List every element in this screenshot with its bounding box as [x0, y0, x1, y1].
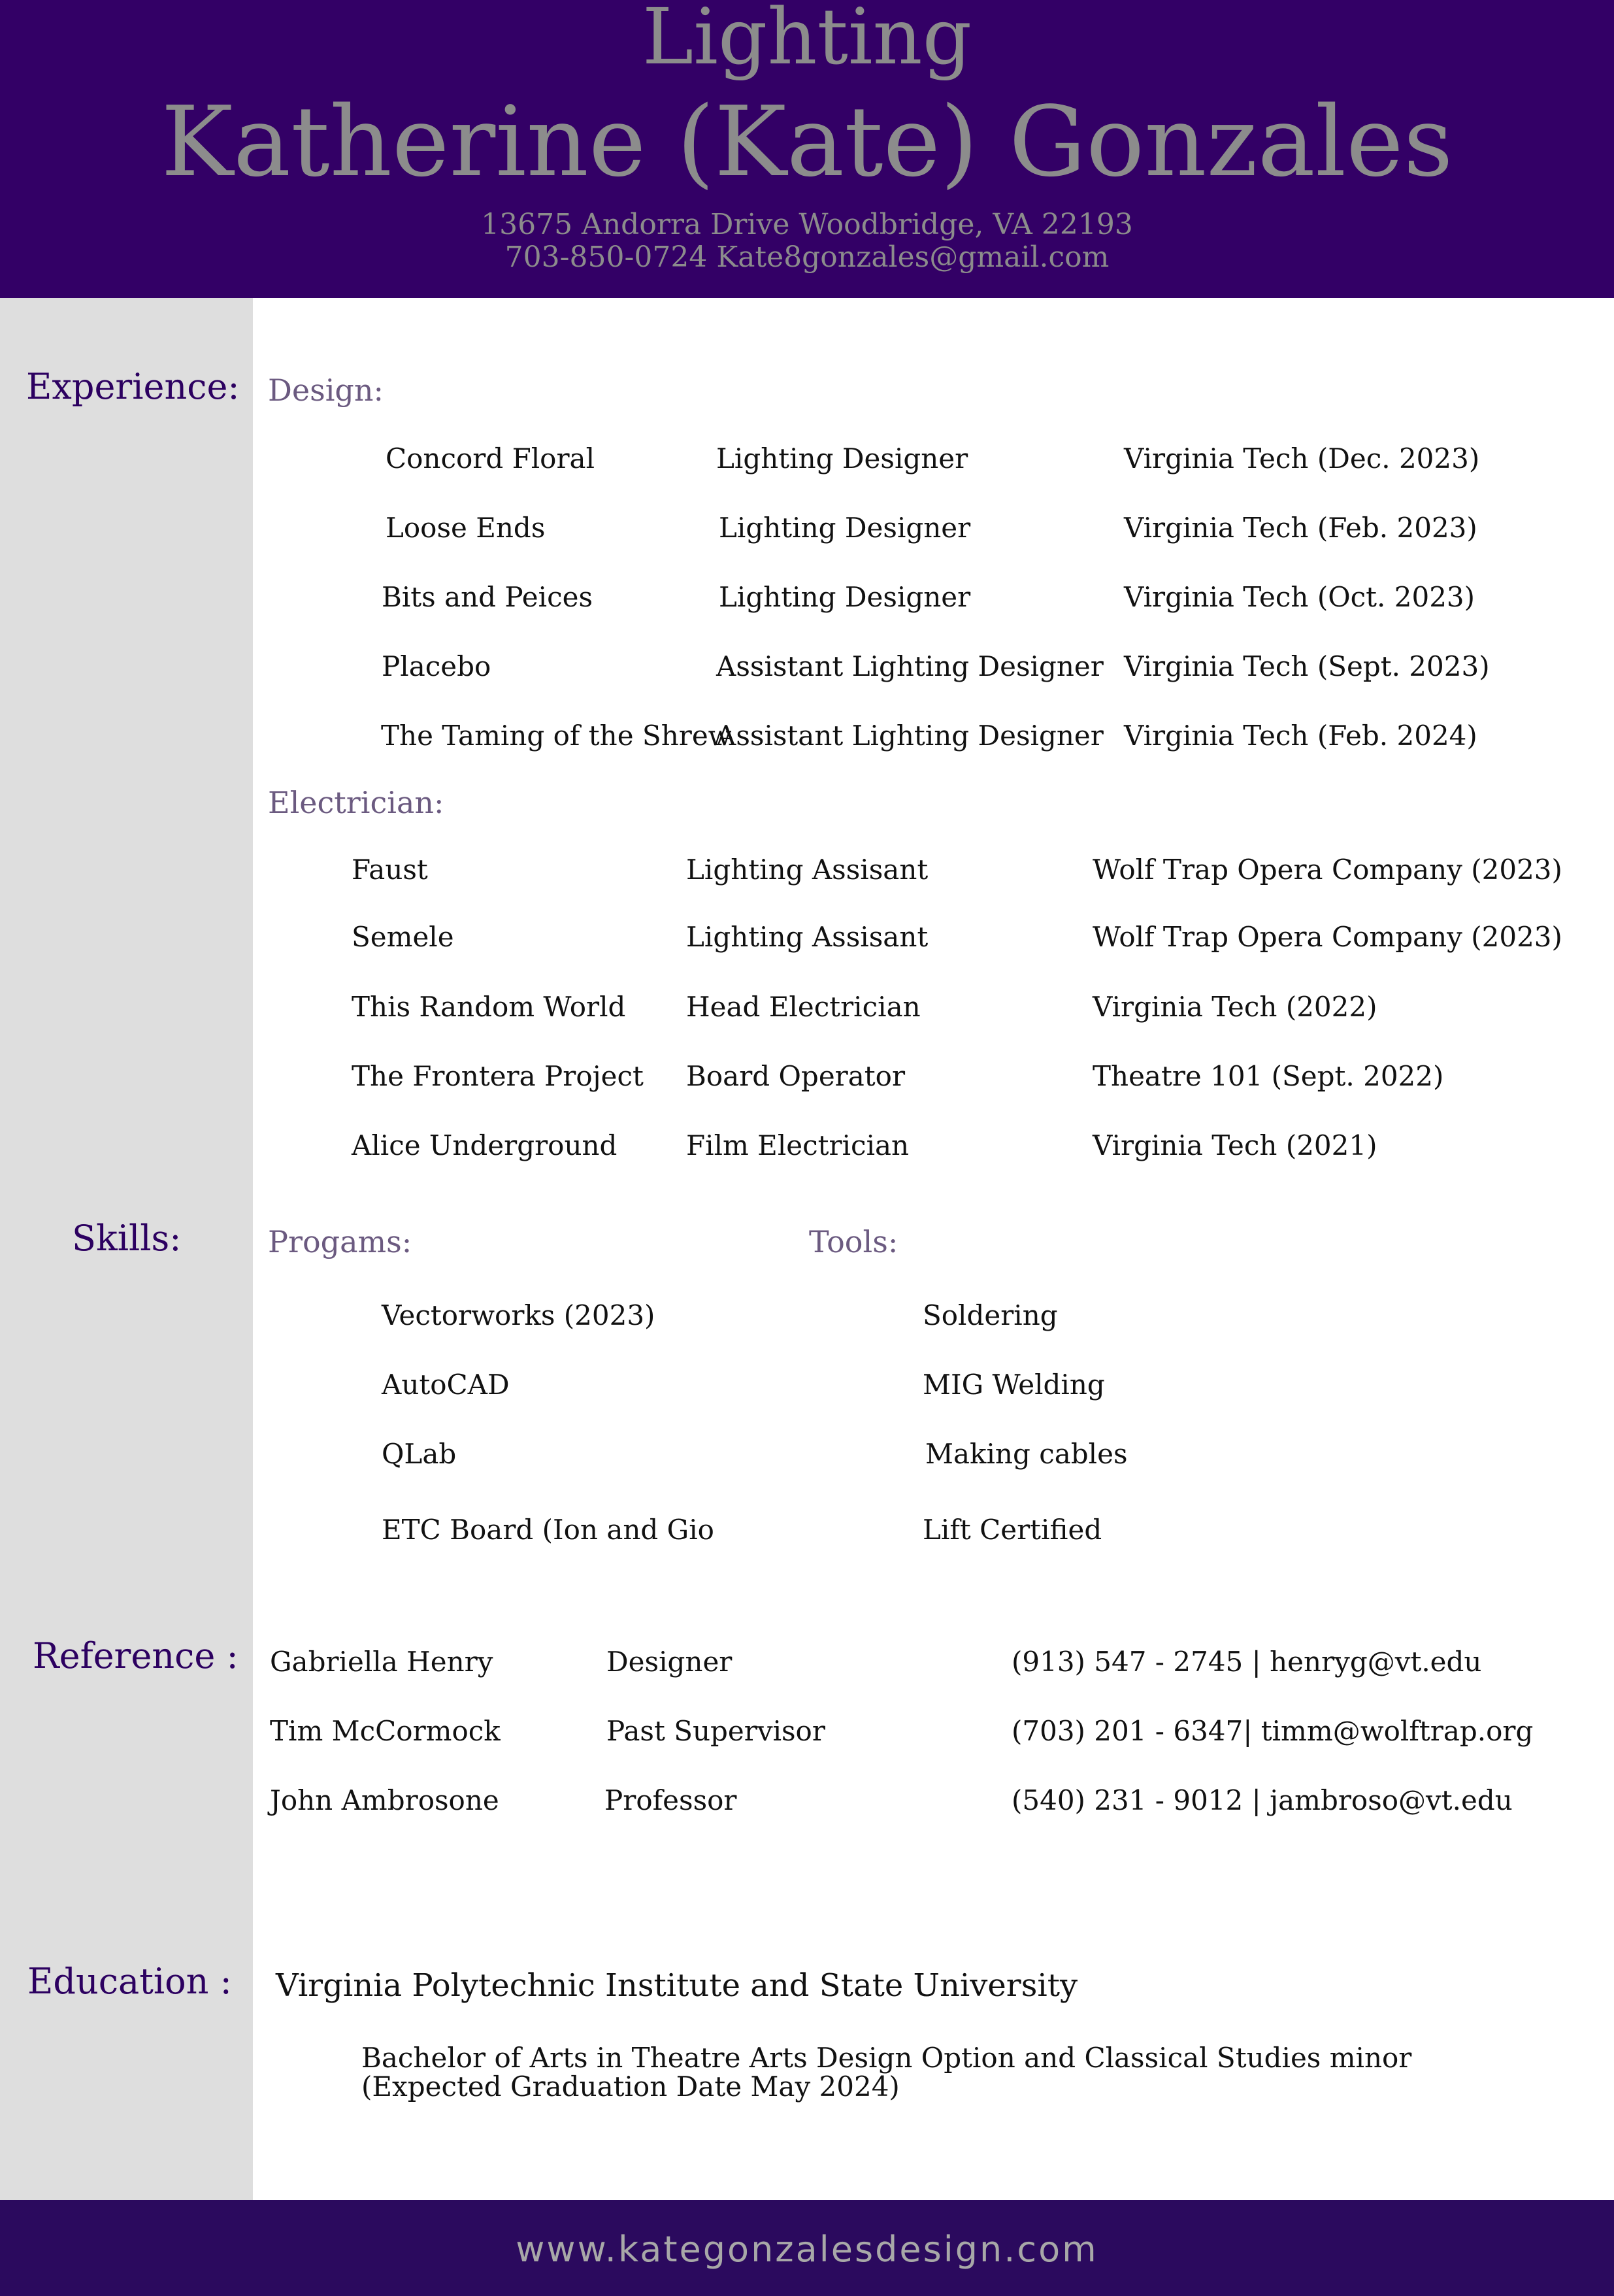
design-role: Lighting Designer [716, 442, 968, 474]
design-label: Design: [268, 373, 384, 408]
electrician-title: Alice Underground [352, 1129, 618, 1161]
design-title: Concord Floral [386, 442, 595, 474]
electrician-title: Semele [352, 921, 454, 953]
tool-item: Soldering [923, 1299, 1058, 1331]
reference-label: Reference : [33, 1635, 239, 1676]
reference-name: John Ambrosone [270, 1784, 499, 1816]
design-title: Bits and Peices [382, 581, 593, 613]
tool-item: Making cables [925, 1438, 1128, 1470]
person-name: Katherine (Kate) Gonzales [161, 86, 1453, 198]
reference-role: Past Supervisor [606, 1715, 825, 1747]
reference-contact: (540) 231 - 9012 | jambroso@vt.edu [1012, 1784, 1513, 1816]
website-link[interactable]: www.kategonzalesdesign.com [516, 2229, 1098, 2270]
reference-role: Designer [606, 1646, 733, 1678]
electrician-title: The Frontera Project [352, 1060, 644, 1092]
design-venue: Virginia Tech (Feb. 2023) [1124, 512, 1477, 544]
reference-contact: (913) 547 - 2745 | henryg@vt.edu [1012, 1646, 1482, 1678]
design-role: Assistant Lighting Designer [716, 720, 1104, 752]
education-label: Education : [27, 1961, 232, 2002]
address: 13675 Andorra Drive Woodbridge, VA 22193 [481, 208, 1133, 241]
program-item: QLab [382, 1438, 457, 1470]
electrician-venue: Virginia Tech (2022) [1093, 991, 1377, 1023]
electrician-venue: Virginia Tech (2021) [1093, 1129, 1377, 1161]
design-title: Loose Ends [386, 512, 546, 544]
electrician-role: Lighting Assisant [686, 854, 929, 886]
role-title: Lighting [642, 0, 972, 82]
tool-item: MIG Welding [923, 1369, 1105, 1401]
program-item: Vectorworks (2023) [382, 1299, 655, 1331]
skills-label: Skills: [72, 1218, 182, 1259]
electrician-role: Board Operator [686, 1060, 906, 1092]
electrician-role: Film Electrician [686, 1129, 910, 1161]
electrician-label: Electrician: [268, 785, 444, 820]
program-item: AutoCAD [382, 1369, 510, 1401]
reference-name: Tim McCormock [270, 1715, 501, 1747]
design-venue: Virginia Tech (Oct. 2023) [1124, 581, 1475, 613]
graduation-date: (Expected Graduation Date May 2024) [361, 2071, 900, 2103]
design-title: Placebo [382, 650, 491, 682]
reference-role: Professor [604, 1784, 737, 1816]
experience-label: Experience: [26, 366, 240, 407]
electrician-title: This Random World [352, 991, 626, 1023]
design-role: Assistant Lighting Designer [716, 650, 1104, 682]
design-venue: Virginia Tech (Dec. 2023) [1124, 442, 1480, 474]
program-item: ETC Board (Ion and Gio [382, 1514, 714, 1546]
design-venue: Virginia Tech (Feb. 2024) [1124, 720, 1477, 752]
tool-item: Lift Certified [923, 1514, 1102, 1546]
electrician-venue: Wolf Trap Opera Company (2023) [1093, 921, 1562, 953]
reference-contact: (703) 201 - 6347| timm@wolftrap.org [1012, 1715, 1534, 1747]
electrician-role: Lighting Assisant [686, 921, 929, 953]
degree: Bachelor of Arts in Theatre Arts Design Option and Classical Studies minor [361, 2042, 1412, 2074]
programs-label: Progams: [268, 1224, 412, 1259]
electrician-venue: Theatre 101 (Sept. 2022) [1093, 1060, 1444, 1092]
design-role: Lighting Designer [719, 581, 971, 613]
design-title: The Taming of the Shrew [381, 720, 732, 752]
design-role: Lighting Designer [719, 512, 971, 544]
design-venue: Virginia Tech (Sept. 2023) [1124, 650, 1490, 682]
school-name: Virginia Polytechnic Institute and State University [276, 1967, 1078, 2004]
electrician-title: Faust [352, 854, 428, 886]
tools-label: Tools: [809, 1224, 898, 1259]
contact-line: 703-850-0724 Kate8gonzales@gmail.com [504, 241, 1110, 274]
electrician-role: Head Electrician [686, 991, 921, 1023]
reference-name: Gabriella Henry [270, 1646, 493, 1678]
electrician-venue: Wolf Trap Opera Company (2023) [1093, 854, 1562, 886]
